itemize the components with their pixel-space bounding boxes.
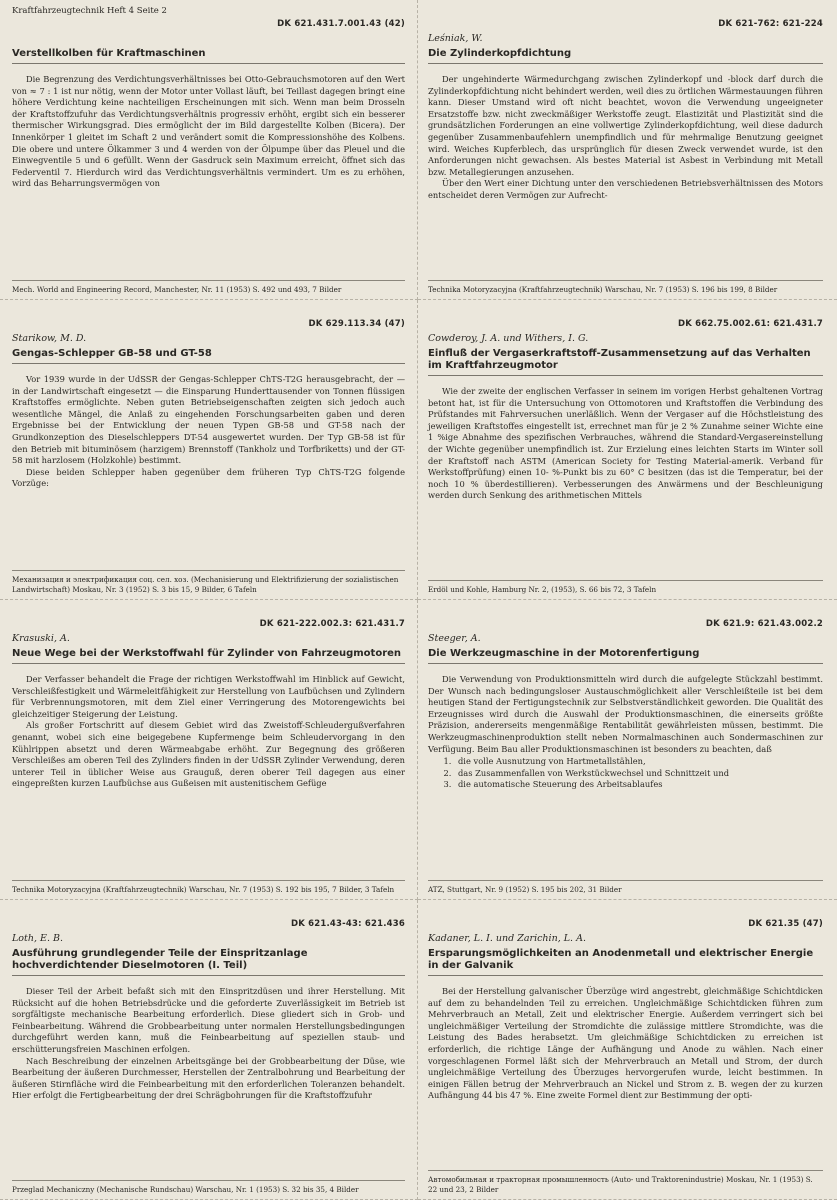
author: Starikow, M. D. — [12, 333, 87, 344]
author — [12, 33, 405, 46]
abstract-body: Wie der zweite der englischen Verfasser in seinem im vorigen Herbst gehaltenen Vortrag betont hat, ist für die Untersuchung von Ottomotoren und Kraftstoffen die Verbindung des Prüfstandes mit Fahrversuchen unerläßlich. Wenn der Vergaser auf die Höchstleistung des jeweiligen Kraftstoffes eingestellt ist, errechnet man für je 2 % Zunahme seiner Wichte eine 1 %ige Abnahme des spezifischen Verbrauches, während die Standard-Vergasereinstellung der Wichte gegenüber unempfindlich ist. Zur Erzielung eines leichten Starts im Winter soll der Kraftstoff nach ASTM (American Society for Testing Material-amerik. Verband für Werkstoffprüfung) einen 10- %-Punkt bis zu 60° C besitzen (das ist die Temperatur, bei der noch 10 % überdestillieren). Verbesserungen des Anwärmens und der Beschleunigung werden durch Senkung des arithmetischen Mittels — [428, 386, 823, 501]
source-citation: Mech. World and Engineering Record, Manchester, Nr. 11 (1953) S. 492 und 493, 7 Bilder — [12, 280, 405, 295]
dk-number: DK 621.43-43: 621.436 — [290, 919, 405, 929]
dk-number: DK 662.75.002.61: 621.431.7 — [677, 319, 823, 329]
header-spacer — [12, 306, 405, 317]
abstract-card-gengas-schlepper — [0, 300, 418, 600]
abstract-body — [12, 986, 405, 1102]
abstract-body: Bei der Herstellung galvanischer Überzüge wird angestrebt, gleichmäßige Schichtdicken auf dem zu behandelnden Teil zu erreichen. Ungleichmäßige Schichtdicken führen zum Mehrverbrauch an Metall, Zeit und elektrischer Energie. Außerdem verringert sich bei ungleichmäßiger Verteilung der Stromdichte die zulässige mittlere Stromdichte, was die Leistung des Bades herabsetzt. Um gleichmäßige Schichtdicken zu erreichen ist erforderlich, die richtige Länge der Aufhängung und Anode zu wählen. Nach einer vorgeschlagenen Formel läßt sich der Mehrverbrauch an Metall und Strom, der durch ungleichmäßige Verteilung des Überzuges hervorgerufen wurde, leicht bestimmen. In einigen Fällen betrug der Mehrverbrauch an Nickel und Strom z. B. wegen der zu kurzen Aufhängung 44 bis 47 %. Eine zweite Formel dient zur Bestimmung der opti- — [428, 986, 823, 1101]
author: Krasuski, A. — [12, 633, 70, 644]
requirements-list — [428, 756, 823, 791]
abstract-title: Gengas-Schlepper GB-58 und GT-58 — [12, 348, 405, 364]
author: Cowderoy, J. A. und Withers, I. G. — [428, 333, 589, 344]
abstract-title: Einfluß der Vergaserkraftstoff-Zusammensetzung auf das Verhalten im Kraftfahrzeugmotor — [428, 348, 823, 376]
abstract-card-zylinderkopfdichtung — [418, 0, 837, 300]
dk-number: DK 621-762: 621-224 — [718, 19, 823, 29]
source-citation: Technika Motoryzacyjna (Kraftfahrzeugtechnik) Warschau, Nr. 7 (1953) S. 192 bis 195, 7 Bilder, 3 Tafeln — [12, 880, 405, 895]
dk-number: DK 621.35 (47) — [748, 919, 823, 929]
header-spacer — [428, 906, 823, 917]
header-spacer — [428, 306, 823, 317]
source-citation: Technika Motoryzacyjna (Kraftfahrzeugtechnik) Warschau, Nr. 7 (1953) S. 196 bis 199, 8 Bilder — [428, 280, 823, 295]
dk-number: DK 621.9: 621.43.002.2 — [705, 619, 823, 629]
source-citation: Автомобильная и тракторная промышленность (Auto- und Traktorenindustrie) Moskau, Nr. 1 (1953) S. 22 und 23, 2 Bilder — [428, 1170, 823, 1195]
source-citation: ATZ, Stuttgart, Nr. 9 (1952) S. 195 bis 202, 31 Bilder — [428, 880, 823, 895]
abstract-title: Verstellkolben für Kraftmaschinen — [12, 48, 405, 64]
list-item: 2. das Zusammenfallen von Werkstückwechsel und Schnittzeit und — [454, 768, 823, 780]
author: Loth, E. B. — [12, 933, 63, 944]
abstract-body: Die Begrenzung des Verdichtungsverhältnisses bei Otto-Gebrauchsmotoren auf den Wert von ≈ 7 : 1 ist nur nötig, wenn der Motor unter Vollast läuft, bei Teillast dagegen bringt eine höhere Verdichtung keine nachteiligen Erscheinungen mit sich. Wenn man beim Drosseln der Kraftstoffzufuhr das Verdichtungsverhältnis progressiv erhöht, ergibt sich ein besserer thermischer Wirkungsgrad. Dies ermöglicht der im Bild dargestellte Kolben (Bicera). Der Innenkörper 1 gleitet im Schaft 2 und verändert somit die Kompressionshöhe des Kolbens. Die obere und untere Ölkammer 3 und 4 werden von der Ölpumpe über das Pleuel und die Einwegventile 5 und 6 gefüllt. Wenn der Gasdruck sein Maximum erreicht, öffnet sich das Federventil 7. Hierdurch wird das Verdichtungsverhältnis vermindert. Um es zu erhöhen, wird das Beharrungsvermögen von — [12, 74, 405, 189]
source-citation: Erdöl und Kohle, Hamburg Nr. 2, (1953), S. 66 bis 72, 3 Tafeln — [428, 580, 823, 595]
abstract-paragraph: Diese beiden Schlepper haben gegenüber dem früheren Typ ChTS-T2G folgende Vorzüge: — [12, 466, 405, 489]
abstract-paragraph: Dieser Teil der Arbeit befaßt sich mit den Einspritzdüsen und ihrer Herstellung. Mit Rücksicht auf die hohen Betriebsdrücke und die geforderte Zuverlässigkeit im Betrieb ist sorgfältigste mechanische Bearbeitung erforderlich. Diese gliedert sich in Grob- und Feinbearbeitung. Während die Grobbearbeitung unter normalen Herstellungsbedingungen durchgeführt werden kann, muß die Feinbearbeitung auf speziellen staub- und erschütterungsfreien Maschinen erfolgen. — [12, 986, 405, 1054]
abstract-card-galvanik — [418, 900, 837, 1200]
abstract-title: Ersparungsmöglichkeiten an Anodenmetall und elektrischer Energie in der Galvanik — [428, 948, 823, 976]
dk-number: DK 621-222.002.3: 621.431.7 — [259, 619, 405, 629]
source-citation: Przeglad Mechaniczny (Mechanische Rundschau) Warschau, Nr. 1 (1953) S. 32 bis 35, 4 Bilder — [12, 1180, 405, 1195]
abstract-body — [12, 374, 405, 490]
abstract-title: Ausführung grundlegender Teile der Einspritzanlage hochverdichtender Dieselmotoren (I. Teil) — [12, 948, 405, 976]
abstract-paragraph: Vor 1939 wurde in der UdSSR der Gengas-Schlepper ChTS-T2G herausgebracht, der — in der Landwirtschaft eingesetzt — die Einsparung Hunderttausender von Tonnen flüssigen Kraftstoffes ermöglichte. Neben guten Betriebseigenschaften zeigten sich jedoch auch wesentliche Mängel, die Anlaß zu eingehenden Forschungsarbeiten gaben und deren Ergebnisse bei der Entwicklung der neuen Typen GB-58 und GT-58 nach der Grundkonzeption des Dieselschleppers DT-54 ausgewertet wurden. Der Typ GB-58 ist für den Betrieb mit bituminösem (harzigem) Brennstoff (Tankholz und Torfbriketts) und der GT-58 mit harzlosem (Holzkohle) bestimmt. — [12, 374, 405, 466]
dk-number: DK 629.113.34 (47) — [308, 319, 405, 329]
list-item: 3. die automatische Steuerung des Arbeitsablaufes — [454, 779, 823, 791]
abstract-title: Die Zylinderkopfdichtung — [428, 48, 823, 64]
abstract-card-werkstoffwahl — [0, 600, 418, 900]
author: Steeger, A. — [428, 633, 481, 644]
abstract-card-verstellkolben — [0, 0, 418, 300]
dk-number: DK 621.431.7.001.43 (42) — [277, 19, 405, 29]
abstract-paragraph: Der ungehinderte Wärmedurchgang zwischen Zylinderkopf und -block darf durch die Zylinderkopfdichtung nicht behindert werden, weil dies zu örtlichen Wärmestauungen führen kann. Dieser Umstand wird oft nicht beachtet, wovon die Verwendung ungeeigneter Ersatzstoffe bzw. nicht zweckmäßiger Werkstoffe zeugt. Elastizität und Plastizität sind die grundsätzlichen Forderungen an eine vollwertige Zylinderkopfdichtung, weil diese dadurch gegenüber Zusammenbaufehlern unempfindlich und für mehrmalige Benutzung geeignet wird. Weiches Kupferblech, das ursprünglich für diesen Zweck verwendet wurde, ist den Anforderungen nicht gewachsen. Als bestes Material ist Asbest in Verbindung mit Metall bzw. Metallegierungen anzusehen. — [428, 74, 823, 177]
abstract-body — [12, 674, 405, 790]
header-spacer — [428, 6, 823, 17]
abstract-card-einspritzanlage — [0, 900, 418, 1200]
abstract-title: Neue Wege bei der Werkstoffwahl für Zylinder von Fahrzeugmotoren — [12, 648, 405, 664]
header-spacer — [12, 606, 405, 617]
header-spacer — [428, 606, 823, 617]
source-citation: Механизация и электрификация соц. сел. хоз. (Mechanisierung und Elektrifizierung der sozialistischen Landwirtschaft) Moskau, Nr. 3 (1952) S. 3 bis 15, 9 Bilder, 6 Tafeln — [12, 570, 405, 595]
header-spacer — [12, 906, 405, 917]
author: Kadaner, L. I. und Zarichin, L. A. — [428, 933, 586, 944]
abstract-body: Die Verwendung von Produktionsmitteln wird durch die aufgelegte Stückzahl bestimmt. Der Wunsch nach bedingungsloser Austauschmöglichkeit aller Verschleißteile ist bei dem heutigen Stand der Fertigungstechnik zur Selbstverständlichkeit geworden. Die Qualität des Erzeugnisses wird durch die Auswahl der Produktionsmaschinen, die einerseits größte Präzision, andererseits mengenmäßige Rentabilität gewährleisten müssen, bestimmt. Die Werkzeugmaschinenproduktion stellt neben Normalmaschinen auch Sondermaschinen zur Verfügung. Beim Bau aller Produktionsmaschinen ist besonders zu beachten, daß — [428, 674, 823, 754]
abstract-card-vergaserkraftstoff — [418, 300, 837, 600]
abstract-paragraph: Über den Wert einer Dichtung unter den verschiedenen Betriebsverhältnissen des Motors entscheidet deren Vermögen zur Aufrecht- — [428, 178, 823, 200]
list-item: 1. die volle Ausnutzung von Hartmetallstählen, — [454, 756, 823, 768]
abstract-paragraph: Als großer Fortschritt auf diesem Gebiet wird das Zweistoff-Schleudergußverfahren genannt, wobei sich eine beigegebene Kupfermenge beim Schleudervorgang in den Kühlrippen absetzt und deren Wärmeabgabe erhöht. Zur Begegnung des größeren Verschleißes am oberen Teil des Zylinders finden in der UdSSR Zylinder Verwendung, deren unterer Teil in üblicher Weise aus Grauguß, deren oberer Teil dagegen aus einer eingepreßten kurzen Laufbüchse aus Gußeisen mit austenitischem Gefüge — [12, 720, 405, 789]
journal-header: Kraftfahrzeugtechnik Heft 4 Seite 2 — [12, 6, 167, 16]
abstract-paragraph: Nach Beschreibung der einzelnen Arbeitsgänge bei der Grobbearbeitung der Düse, wie Bearbeitung der äußeren Durchmesser, Herstellen der Zentralbohrung und Bearbeitung der äußeren Stirnfläche wird die Feinbearbeitung mit den erforderlichen Toleranzen behandelt. Hier erfolgt die Fertigbearbeitung der drei Schrägbohrungen für die Kraftstoffzufuhr — [12, 1055, 405, 1101]
author: Leśniak, W. — [428, 33, 483, 44]
abstract-card-werkzeugmaschine — [418, 600, 837, 900]
abstract-body — [428, 74, 823, 202]
abstract-paragraph: Der Verfasser behandelt die Frage der richtigen Werkstoffwahl im Hinblick auf Gewicht, Verschleißfestigkeit und Wärmeleitfähigkeit zur Herstellung von Laufbüchsen und Zylindern für Verbrennungsmotoren, mit dem Ziel einer Verringerung des Motorengewichts bei gleichzeitiger Steigerung der Leistung. — [12, 674, 405, 719]
abstract-title: Die Werkzeugmaschine in der Motorenfertigung — [428, 648, 823, 664]
